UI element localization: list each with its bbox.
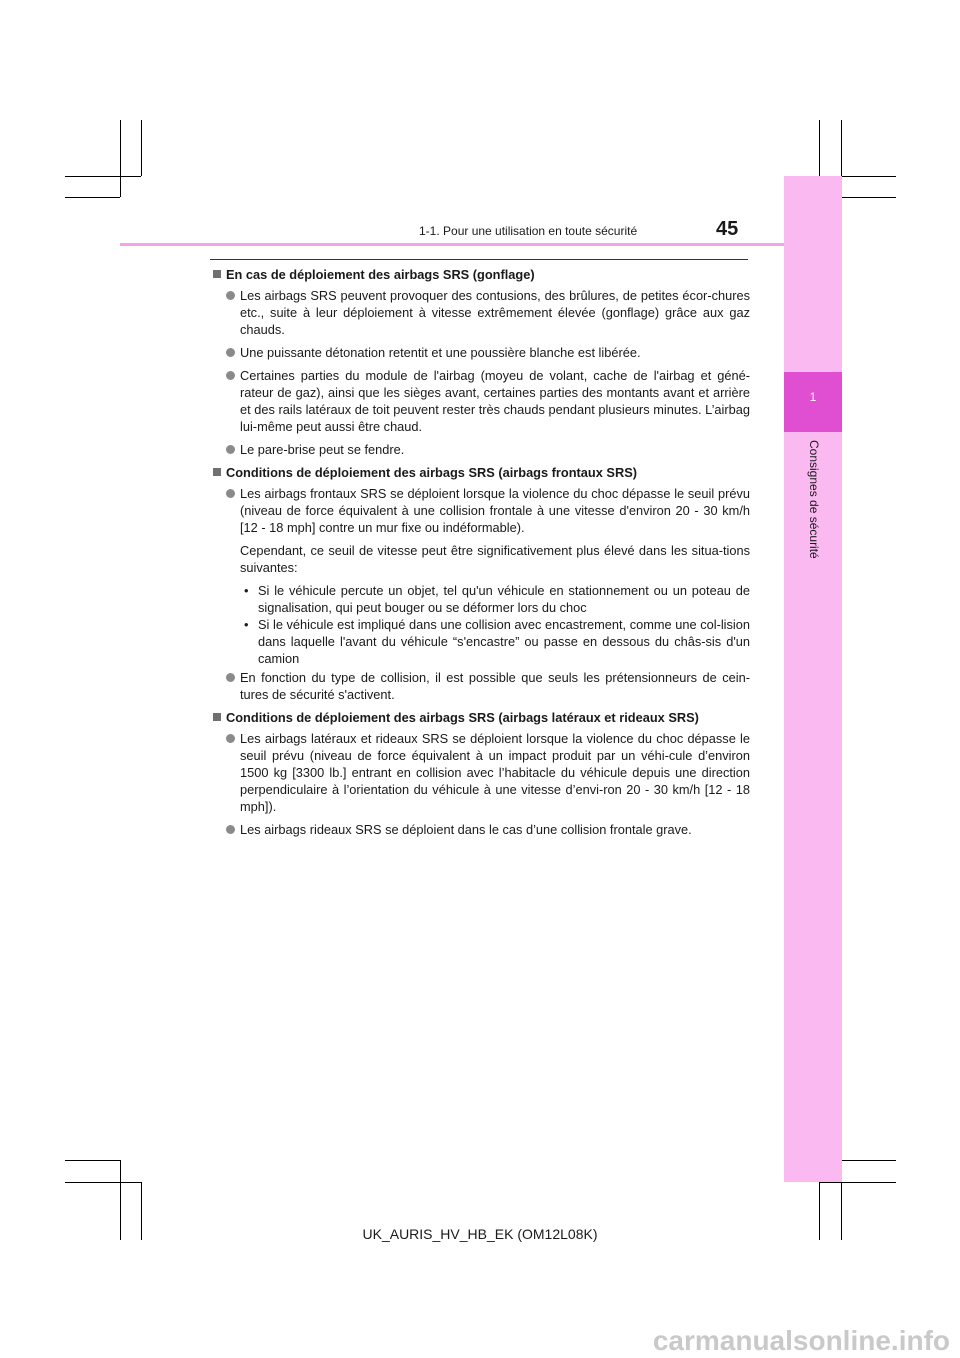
section-heading: En cas de déploiement des airbags SRS (gonflage) (212, 266, 750, 283)
content-divider (210, 259, 748, 260)
square-bullet-icon (213, 468, 221, 476)
round-bullet-icon (226, 673, 235, 682)
round-bullet-icon (226, 825, 235, 834)
sub-list (212, 582, 750, 667)
list-item: Les airbags SRS peuvent provoquer des contusions, des brûlures, de petites écor-chures etc., suite à leur déploiement à vitesse extrêmement élevée (gonflage) grâce aux gaz chauds. (212, 287, 750, 338)
round-bullet-icon (226, 291, 235, 300)
dot-marker-icon: • (244, 617, 249, 632)
list-item: Les airbags rideaux SRS se déploient dans le cas d’une collision frontale grave. (212, 821, 750, 838)
header-section-title: 1-1. Pour une utilisation en toute sécurité (419, 224, 638, 238)
page-number: 45 (716, 218, 739, 240)
crop-mark (65, 197, 120, 198)
paragraph: Cependant, ce seuil de vitesse peut être significativement plus élevé dans les situa-tions suivantes: (240, 543, 750, 575)
crop-mark (65, 1182, 141, 1183)
round-bullet-icon (226, 371, 235, 380)
section-heading: Conditions de déploiement des airbags SRS (airbags frontaux SRS) (212, 464, 750, 481)
round-bullet-icon (226, 348, 235, 357)
sub-list-item: • Si le véhicule est impliqué dans une collision avec encastrement, comme une col-lision dans laquelle l'avant du véhicule “s'encastre” ou passe en dessous du châs-sis d'un camion (244, 617, 750, 666)
crop-mark (841, 176, 896, 177)
watermark: carmanualsonline.info (652, 1325, 950, 1356)
crop-mark (120, 120, 121, 197)
dot-marker-icon: • (244, 583, 249, 598)
document-code: UK_AURIS_HV_HB_EK (OM12L08K) (362, 1226, 598, 1242)
crop-mark (841, 1160, 896, 1161)
header-rule (120, 243, 842, 246)
square-bullet-icon (213, 713, 221, 721)
list-item: En fonction du type de collision, il est possible que seuls les prétensionneurs de cein-tures de sécurité s'activent. (212, 669, 750, 703)
chapter-number: 1 (809, 390, 817, 404)
crop-mark (65, 1160, 120, 1161)
crop-mark (141, 120, 142, 176)
round-bullet-icon (226, 734, 235, 743)
list-item: Le pare-brise peut se fendre. (212, 441, 750, 458)
square-bullet-icon (213, 270, 221, 278)
round-bullet-icon (226, 445, 235, 454)
section-heading: Conditions de déploiement des airbags SRS (airbags latéraux et rideaux SRS) (212, 709, 750, 726)
list-item: Certaines parties du module de l'airbag (moyeu de volant, cache de l'airbag et géné-rateur de gaz), ainsi que les sièges avant, certaines parties des montants avant et arrière et des rails latéraux de toit peuvent rester très chauds pendant plusieurs minutes. L’airbag lui-même peut aussi être chaud. (212, 367, 750, 435)
sub-list-item: • Si le véhicule percute un objet, tel qu'un véhicule en stationnement ou un poteau de signalisation, qui peut bouger ou se déformer lors du choc (244, 583, 750, 615)
list-item: Les airbags latéraux et rideaux SRS se déploient lorsque la violence du choc dépasse le seuil prévu (niveau de force équivalent à un impact produit par un véhi-cule d’environ 1500 kg [3300 lb.] entrant en collision avec l’habitacle du véhicule depuis une direction perpendiculaire à l’orientation du véhicule à une vitesse d’envi-ron 20 - 30 km/h [12 - 18 mph]). (212, 730, 750, 815)
chapter-label: Consignes de sécurité (807, 440, 821, 559)
round-bullet-icon (226, 489, 235, 498)
main-content (212, 266, 750, 844)
list-item: Les airbags frontaux SRS se déploient lorsque la violence du choc dépasse le seuil prévu (niveau de force équivalent à une collision frontale à une vitesse d'environ 20 - 30 km/h [12 - 18 mph] contre un mur fixe ou indéformable). (212, 485, 750, 536)
chapter-side-tab (784, 176, 842, 1182)
crop-mark (841, 120, 842, 176)
crop-mark (819, 1182, 896, 1183)
crop-mark (65, 176, 141, 177)
list-item: Une puissante détonation retentit et une poussière blanche est libérée. (212, 344, 750, 361)
